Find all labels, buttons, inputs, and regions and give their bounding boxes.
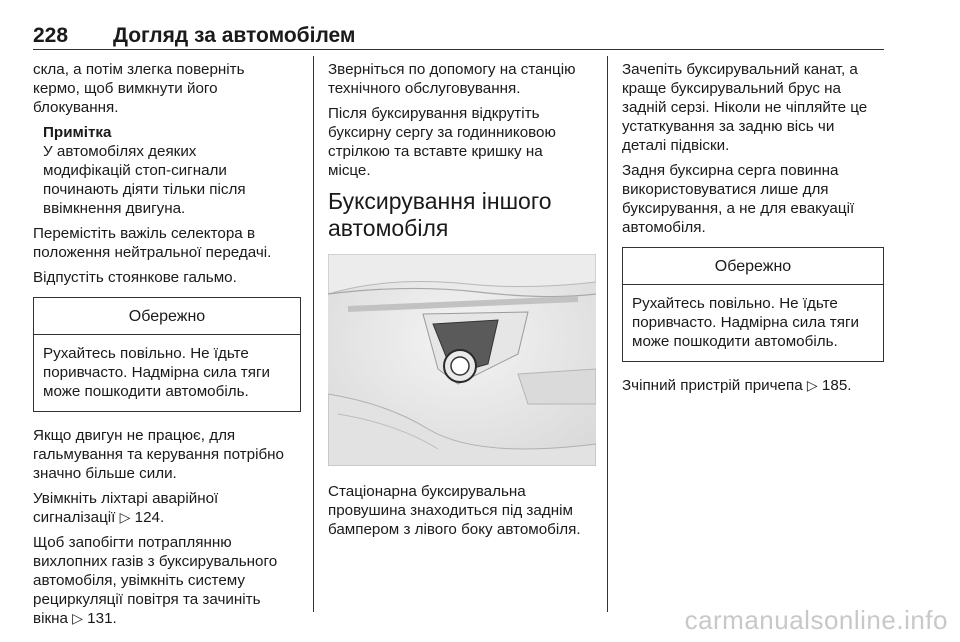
watermark-logo: carmanualsonline.info xyxy=(684,605,948,635)
text-line: вихлопних газів з буксирувального xyxy=(33,553,278,570)
text-line xyxy=(33,508,301,527)
caution-title: Обережно xyxy=(34,298,300,335)
paragraph xyxy=(33,60,301,117)
paragraph xyxy=(33,268,301,287)
figure-caption xyxy=(328,482,596,539)
text-line: скла, а потім злегка поверніть xyxy=(33,61,245,78)
heading-line: Буксирування іншого xyxy=(328,188,552,214)
text-line: бампером з лівого боку автомобіля. xyxy=(328,521,581,538)
text-line xyxy=(33,609,301,628)
caution-body xyxy=(623,285,883,361)
page-title: Догляд за автомобілем xyxy=(113,24,356,47)
triangle-arrow-icon: ▷ xyxy=(806,377,818,393)
text-line: устаткування за задню вісь чи xyxy=(622,118,835,135)
column-divider xyxy=(313,56,314,612)
text-line: провушина знаходиться під заднім xyxy=(328,502,573,519)
column-divider xyxy=(607,56,608,612)
text-line: Після буксирування відкрутіть xyxy=(328,105,540,122)
text-line: автомобіля, увімкніть систему xyxy=(33,572,245,589)
triangle-arrow-icon: ▷ xyxy=(72,610,83,626)
text-fragment: сигналізації xyxy=(33,509,116,526)
page-header xyxy=(33,24,883,50)
text-line: положення нейтральної передачі. xyxy=(33,244,272,261)
caution-box xyxy=(33,297,301,412)
text-line: модифікацій стоп-сигнали xyxy=(43,162,227,179)
text-line: Перемістіть важіль селектора в xyxy=(33,225,256,242)
text-line: блокування. xyxy=(33,99,119,116)
paragraph xyxy=(33,533,301,628)
caution-body xyxy=(34,335,300,411)
text-line: стрілкою та вставте кришку на xyxy=(328,143,543,160)
text-line: поривчасто. Надмірна сила тяги xyxy=(632,314,860,331)
text-line: ввімкнення двигуна. xyxy=(43,200,186,217)
caution-title: Обережно xyxy=(623,248,883,285)
column-1 xyxy=(33,60,301,634)
paragraph xyxy=(33,489,301,527)
column-3 xyxy=(622,60,884,401)
text-line: Якщо двигун не працює, для xyxy=(33,427,236,444)
paragraph xyxy=(33,224,301,262)
page-reference-link[interactable]: 131. xyxy=(87,610,117,627)
note-block xyxy=(43,123,301,218)
paragraph xyxy=(622,161,884,237)
text-line: краще буксирувальний брус на xyxy=(622,80,841,97)
text-line: Зверніться по допомогу на станцію xyxy=(328,61,576,78)
paragraph xyxy=(622,60,884,155)
text-line: автомобіля. xyxy=(622,219,706,236)
text-line: задній серзі. Ніколи не чіпляйте це xyxy=(622,99,868,116)
paragraph xyxy=(328,104,596,180)
text-line: місце. xyxy=(328,162,371,179)
note-title: Примітка xyxy=(43,124,112,141)
paragraph xyxy=(328,60,596,98)
text-line: Зачепіть буксирувальний канат, а xyxy=(622,61,858,78)
text-line: кермо, щоб вимкнути його xyxy=(33,80,218,97)
section-heading xyxy=(328,188,596,242)
text-line: Відпустіть стоянкове гальмо. xyxy=(33,269,237,286)
text-line: технічного обслуговування. xyxy=(328,80,521,97)
text-line: Рухайтесь повільно. Не їдьте xyxy=(43,345,249,362)
triangle-arrow-icon: ▷ xyxy=(119,509,131,525)
page-reference-link[interactable]: 124. xyxy=(134,509,165,526)
heading-line: автомобіля xyxy=(328,215,449,241)
text-fragment: вікна xyxy=(33,610,68,627)
column-2 xyxy=(328,60,596,545)
caution-box xyxy=(622,247,884,362)
text-line: деталі підвіски. xyxy=(622,137,730,154)
text-line: Увімкніть ліхтарі аварійної xyxy=(33,490,219,507)
paragraph xyxy=(622,376,884,395)
text-line: рециркуляції повітря та зачиніть xyxy=(33,591,261,608)
text-line: Задня буксирна серга повинна xyxy=(622,162,839,179)
paragraph xyxy=(33,426,301,483)
text-line: У автомобілях деяких xyxy=(43,143,197,160)
page-reference-link[interactable]: 185. xyxy=(821,377,852,394)
text-line: Рухайтесь повільно. Не їдьте xyxy=(632,295,838,312)
text-line: гальмування та керування потрібно xyxy=(33,446,284,463)
text-line: починають діяти тільки після xyxy=(43,181,246,198)
text-line: буксирну сергу за годинниковою xyxy=(328,124,556,141)
towing-eye-illustration xyxy=(328,254,596,466)
text-line: буксирування, а не для евакуації xyxy=(622,200,855,217)
text-line: Стаціонарна буксирувальна xyxy=(328,483,526,500)
text-line: значно більше сили. xyxy=(33,465,177,482)
text-line: використовуватися лише для xyxy=(622,181,829,198)
text-line: поривчасто. Надмірна сила тяги xyxy=(43,364,271,381)
page-number: 228 xyxy=(33,24,69,47)
text-line: Щоб запобігти потраплянню xyxy=(33,534,232,551)
text-line: може пошкодити автомобіль. xyxy=(632,333,838,350)
text-line: може пошкодити автомобіль. xyxy=(43,383,249,400)
header-divider xyxy=(33,49,884,50)
text-fragment: Зчіпний пристрій причепа xyxy=(622,377,803,394)
